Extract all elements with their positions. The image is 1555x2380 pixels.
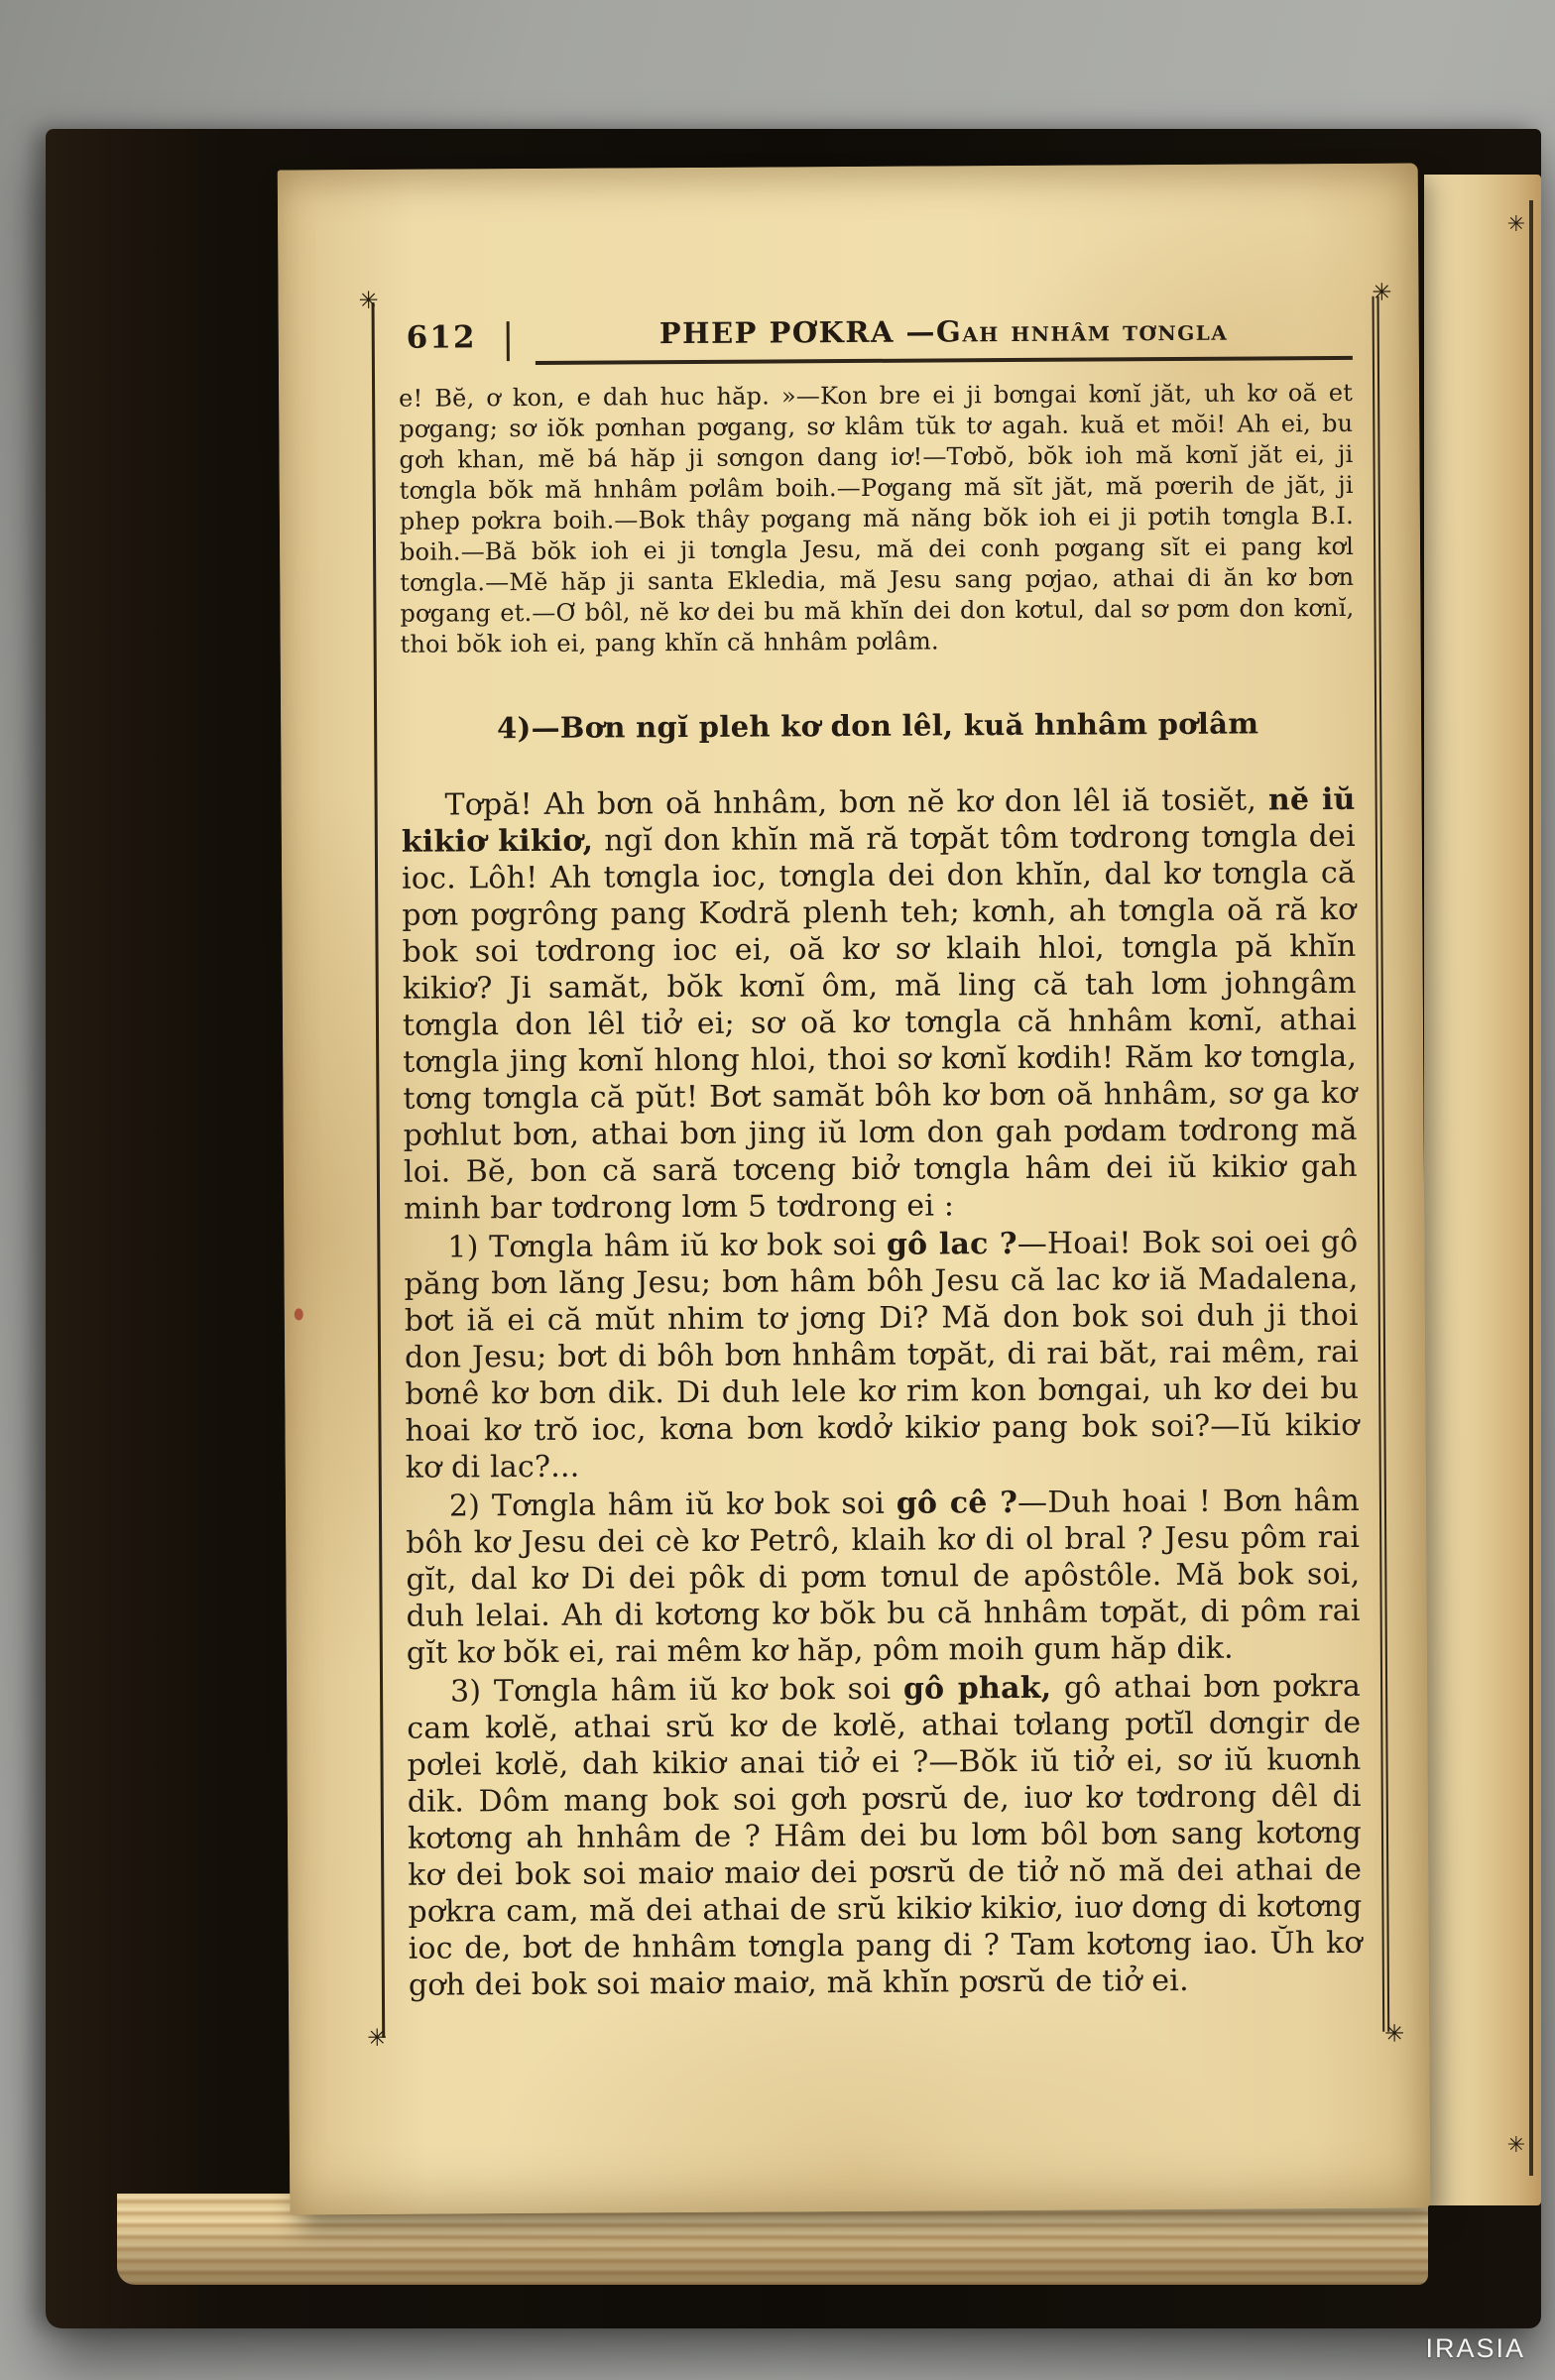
emphasis-text: nĕ iŭ kikiơ kikiơ, (401, 781, 1356, 860)
corner-ornament-icon: ✳ (1372, 278, 1392, 306)
paragraph-text: Tơpă! Ah bơn oă hnhâm, bơn nĕ kơ don lêl iă tosiĕt, (444, 782, 1269, 823)
running-title-main: PHEP PƠKRA — (658, 314, 937, 351)
page-stack-left-edge (95, 161, 290, 2251)
paragraph-text: 2) Tơngla hâm iŭ kơ bok soi (448, 1486, 897, 1524)
page-number: 612 (406, 319, 477, 356)
numbered-item-1 (404, 1224, 1360, 1487)
numbered-item-2 (406, 1483, 1361, 1672)
book-page (278, 164, 1431, 2215)
header-divider (506, 321, 509, 361)
page-header (399, 297, 1353, 366)
paragraph-text: 3) Tơngla hâm iŭ kơ bok soi (449, 1671, 904, 1710)
numbered-item-3 (407, 1668, 1363, 2004)
paragraph-text: ngĭ don khĭn mă ră tơpăt tôm tơdrong tơngla dei ioc. Lôh! Ah tơngla ioc, tơngla dei don khĭn, dal kơ tơngla că pơn pơgrông pang Kơdră plenh teh; kơnh, ah tơngla oă ră kơ bok soi tơdrong ioc ei, oă kơ sơ klaih hloi, tơngla pă khĭn kikiơ? Ji samăt, bŏk kơnĭ ôm, mă ling că tah lơm johngâm tơngla don lêl tiở ei; sơ oă kơ tơngla că hnhâm kơnĭ, athai tơngla jing kơnĭ hlong hloi, thoi sơ kơnĭ kơdih! Răm kơ tơngla, tơng tơngla că pŭt! Bơt samăt bôh kơ bơn oă hnhâm, sơ ga kơ pơhlut bơn, athai bơn jing iŭ lơm don gah pơdam tơdrong mă loi. Bĕ, bon că sară tơceng biở tơngla hâm dei iŭ kikiơ gah minh bar tơdrong lơm 5 tơdrong ei : (401, 818, 1358, 1227)
facing-page-edge (1424, 175, 1541, 2205)
paper-speck (295, 1308, 303, 1320)
corner-ornament-icon: ✳ (1506, 212, 1525, 237)
emphasis-text: gô cê ? (896, 1485, 1018, 1521)
paragraph-text: gô athai bơn pơkra cam kơlĕ, athai srŭ kơ de kơlĕ, athai tơlang pơtĭl dơngir de pơlei kơlĕ, dah kikiơ anai tiở ei ?—Bŏk iŭ tiở ei, sơ iŭ kuơnh dik. Dôm mang bok soi gơh pơsrŭ de, iuơ kơ tơdrong dêl di kơtơng ah hnhâm de ? Hâm dei bu lơm bôl bơn sang kơtơng kơ dei bok soi maiơ maiơ dei pơsrŭ de tiở nŏ mă dei athai de pơkra cam, mă dei athai de srŭ kikiơ kikiơ, iuơ dơng di kơtơng ioc de, bơt de hnhâm tơngla pang di ? Tam kơtơng iao. Ŭh kơ gơh dei bok soi maiơ maiơ, mă khĭn pơsrŭ de tiở ei. (407, 1668, 1363, 2003)
running-title-sub: Gah hnhâm tơngla (935, 312, 1229, 349)
emphasis-text: gô phak, (902, 1670, 1052, 1707)
facing-page-frame-line (1529, 200, 1533, 2176)
corner-ornament-icon: ✳ (358, 286, 379, 315)
paragraph-text: —Duh hoai ! Bơn hâm bôh kơ Jesu dei cè kơ Petrô, klaih kơ di ol bral ? Jesu pôm rai gĭt, dal kơ Di dei pôk di pơm tơnul de apôstôle. Mă bok soi, duh lelai. Ah di kơtơng kơ bŏk bu că hnhâm tơpăt, di pôm rai gĭt kơ bŏk ei, rai mêm kơ hăp, pôm moih gum hăp dik. (406, 1483, 1361, 1671)
corner-ornament-icon: ✳ (367, 2023, 388, 2053)
paragraph-text: —Hoai! Bok soi oei gô păng bơn lăng Jesu; bơn hâm bôh Jesu că lac kơ iă Madalena, bơt iă ei că mŭt nhim tơ jơng Di? Mă don bok soi duh ji thoi don Jesu; bơt di bôh bơn hnhâm tơpăt, di rai băt, rai mêm, rai bơnê kơ bơn dik. Di duh lele kơ rim kon bơngai, uh kơ dei bu hoai kơ trŏ ioc, kơna bơn kơdở kikiơ pang bok soi?—Iŭ kikiơ kơ di lac?... (404, 1224, 1360, 1486)
running-title (535, 312, 1353, 365)
text-frame (358, 278, 1405, 2053)
intro-paragraph: e! Bĕ, ơ kon, e dah huc hăp. »—Kon bre ei ji bơngai kơnĭ jăt, uh kơ oă et pơgang; sơ iŏk pơnhan pơgang, sơ klâm tŭk tơ agah. kuă et mŏi! Ah ei, bu gơh khan, mĕ bá hăp ji sơngon dang iơ!—Tơbŏ, bŏk ioh mă kơnĭ jăt ei, ji tơngla bŏk mă hnhâm pơlâm boih.—Pơgang mă sĭt jăt, mă pơerih de jăt, ji phep pơkra boih.—Bok thây pơgang mă năng bŏk ioh ei ji pơtih tơngla B.I. boih.—Bă bŏk ioh ei ji tơngla Jesu, mă dei conh pơgang sĭt ei pang kơl tơngla.—Mĕ hăp ji santa Ekledia, mă Jesu sang pơjao, athai di ăn kơ bơn pơgang et.—Ơ bôl, nĕ kơ dei bu mă khĭn dei don kơtul, dal sơ pơm don kơnĭ, thoi bŏk ioh ei, pang khĭn că hnhâm pơlâm. (399, 378, 1355, 658)
emphasis-text: gô lac ? (886, 1226, 1017, 1262)
section-heading: 4)—Bơn ngĭ pleh kơ don lêl, kuă hnhâm pơlâm (496, 706, 1259, 746)
body-paragraph (402, 781, 1359, 1228)
corner-ornament-icon: ✳ (1506, 2133, 1525, 2158)
watermark: IRASIA (1425, 2333, 1525, 2363)
paragraph-text: 1) Tơngla hâm iŭ kơ bok soi (447, 1227, 888, 1265)
corner-ornament-icon: ✳ (1384, 2019, 1405, 2048)
